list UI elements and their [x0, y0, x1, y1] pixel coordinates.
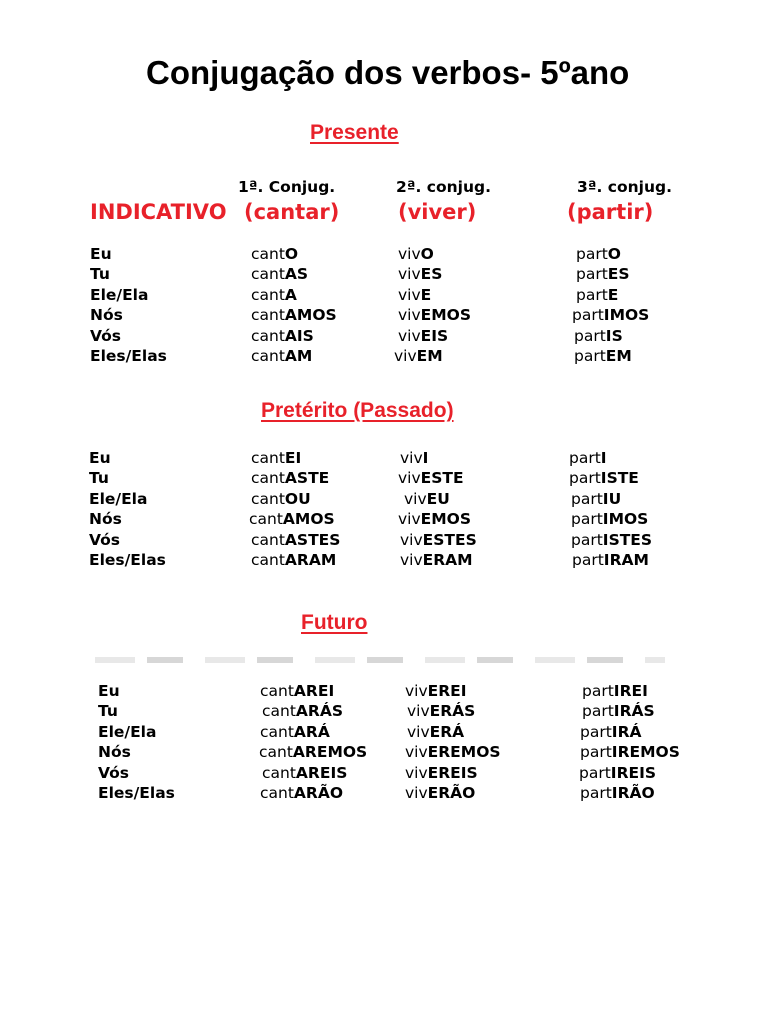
pronoun: Eu — [89, 449, 111, 467]
pronoun: Ele/Ela — [89, 490, 148, 508]
table-row — [0, 306, 768, 326]
conj-2: vivES — [398, 265, 443, 283]
pronoun: Ele/Ela — [98, 723, 157, 741]
conj-3: partISTES — [571, 531, 653, 549]
conj-2: vivERÁ — [407, 723, 465, 741]
pronoun: Nós — [90, 306, 123, 324]
conj-2: vivERÃO — [405, 784, 476, 802]
conj-1: cantA — [251, 286, 297, 304]
table-row — [0, 784, 768, 804]
conj-3: partIMOS — [572, 306, 650, 324]
pronoun: Vós — [89, 531, 121, 549]
conj-2: vivI — [400, 449, 429, 467]
table-row — [0, 702, 768, 722]
conj-1: cantO — [251, 245, 299, 263]
table-row — [0, 682, 768, 702]
table-row — [0, 490, 768, 510]
col-header-3: 3ª. conjug. — [577, 178, 673, 196]
pronoun: Tu — [89, 469, 109, 487]
conj-1: cantAREMOS — [259, 743, 368, 761]
conj-2: vivEREMOS — [405, 743, 501, 761]
pronoun: Nós — [98, 743, 131, 761]
pronoun: Tu — [90, 265, 110, 283]
conj-2: vivE — [398, 286, 432, 304]
pronoun: Vós — [98, 764, 130, 782]
conj-3: partIS — [574, 327, 623, 345]
conj-1: cantARÃO — [260, 784, 344, 802]
conj-2: vivEM — [394, 347, 443, 365]
conj-1: cantEI — [251, 449, 302, 467]
section-heading-preterito: Pretérito (Passado) — [261, 399, 454, 422]
conj-1: cantARÁ — [260, 723, 330, 741]
conj-3: partI — [569, 449, 607, 467]
table-row — [0, 764, 768, 784]
table-row — [0, 245, 768, 265]
pronoun: Nós — [89, 510, 122, 528]
conj-2: vivESTE — [398, 469, 464, 487]
conj-2: vivEIS — [398, 327, 449, 345]
pronoun: Eu — [90, 245, 112, 263]
conj-1: cantASTES — [251, 531, 341, 549]
conj-3: partE — [576, 286, 619, 304]
pronoun: Eles/Elas — [90, 347, 167, 365]
pronoun: Ele/Ela — [90, 286, 149, 304]
conj-1: cantOU — [251, 490, 311, 508]
conj-2: vivO — [398, 245, 434, 263]
conj-2: vivEMOS — [398, 510, 472, 528]
verb-viver: (viver) — [398, 200, 477, 224]
conj-2: vivEMOS — [398, 306, 472, 324]
conj-3: partIU — [571, 490, 622, 508]
verb-cantar: (cantar) — [244, 200, 340, 224]
conj-1: cantAREI — [260, 682, 335, 700]
page-title: Conjugação dos verbos- 5ºano — [146, 54, 630, 91]
conj-3: partIRÁS — [582, 702, 655, 720]
conj-3: partIRÁ — [580, 723, 642, 741]
mood-label: INDICATIVO — [90, 200, 227, 224]
table-row — [0, 469, 768, 489]
conj-1: cantAM — [251, 347, 313, 365]
col-header-1: 1ª. Conjug. — [238, 178, 336, 196]
conj-3: partIMOS — [571, 510, 649, 528]
pronoun: Vós — [90, 327, 122, 345]
conj-3: partIREI — [582, 682, 648, 700]
conj-3: partIREMOS — [580, 743, 680, 761]
conj-1: cantARÁS — [262, 702, 344, 720]
conj-1: cantAMOS — [249, 510, 335, 528]
col-header-2: 2ª. conjug. — [396, 178, 492, 196]
table-row — [0, 449, 768, 469]
conj-3: partISTE — [569, 469, 639, 487]
conj-1: cantAREIS — [262, 764, 348, 782]
table-row — [0, 531, 768, 551]
pronoun: Eles/Elas — [89, 551, 166, 569]
conj-1: cantARAM — [251, 551, 337, 569]
table-row — [0, 286, 768, 306]
conj-3: partIREIS — [579, 764, 657, 782]
conj-1: cantAIS — [251, 327, 314, 345]
conj-2: vivERAM — [400, 551, 473, 569]
conj-3: partO — [576, 245, 621, 263]
pronoun: Eles/Elas — [98, 784, 175, 802]
conj-3: partIRAM — [572, 551, 649, 569]
conj-2: vivEREI — [405, 682, 467, 700]
pronoun: Eu — [98, 682, 120, 700]
conj-2: vivEU — [404, 490, 450, 508]
table-row — [0, 265, 768, 285]
conj-3: partEM — [574, 347, 632, 365]
table-row — [0, 327, 768, 347]
verb-partir: (partir) — [567, 200, 654, 224]
table-row — [0, 510, 768, 530]
pronoun: Tu — [98, 702, 118, 720]
conj-1: cantAMOS — [251, 306, 337, 324]
conj-2: vivEREIS — [405, 764, 478, 782]
conj-3: partES — [576, 265, 630, 283]
table-row — [0, 551, 768, 571]
conj-1: cantAS — [251, 265, 309, 283]
conj-2: vivESTES — [400, 531, 477, 549]
table-row — [0, 743, 768, 763]
section-heading-presente: Presente — [310, 121, 399, 144]
scan-artifact — [95, 657, 665, 663]
table-row — [0, 723, 768, 743]
conj-2: vivERÁS — [407, 702, 476, 720]
section-heading-futuro: Futuro — [301, 611, 368, 634]
table-row — [0, 347, 768, 367]
conj-1: cantASTE — [251, 469, 330, 487]
conj-3: partIRÃO — [580, 784, 655, 802]
